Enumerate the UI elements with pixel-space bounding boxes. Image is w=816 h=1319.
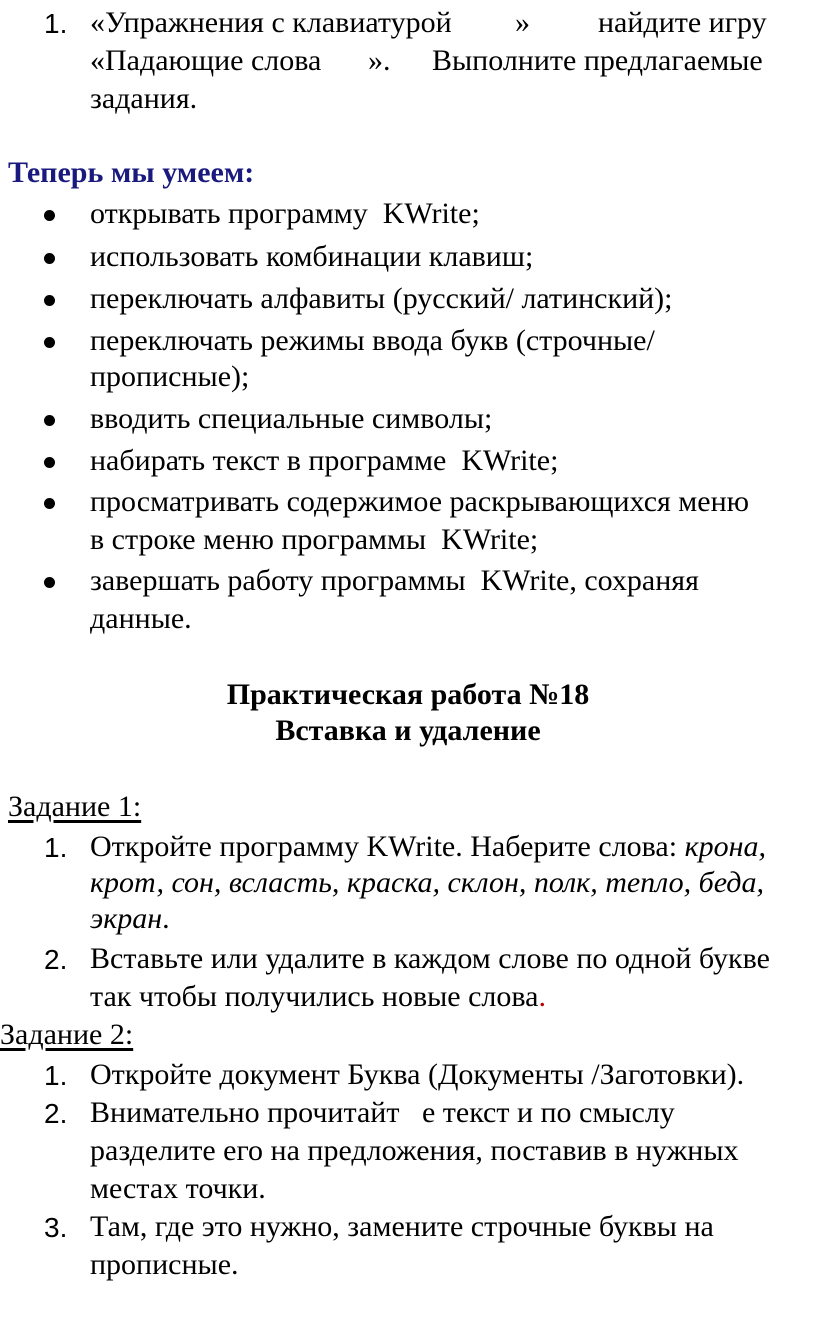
task1-word-last: экран [90, 902, 163, 935]
bullet-icon [44, 337, 55, 348]
skill-item: вводить специальные символы; [90, 402, 493, 435]
task1-item-2-text: так чтобы получились новые слова [90, 980, 539, 1013]
skill-item-continued: данные. [90, 602, 192, 635]
intro-number: 1. [44, 8, 68, 39]
task1-item-number: 1. [44, 832, 68, 863]
task2-item-3-line-2: прописные. [90, 1248, 239, 1281]
task2-item-number: 2. [44, 1098, 68, 1129]
task2-item-number: 3. [44, 1212, 68, 1243]
task1-item-1-line-3 [90, 904, 170, 934]
skill-item: использовать комбинации клавиш; [90, 240, 534, 273]
task1-item-1-line-2: крот, сон, всласть, краска, склон, полк, тепло, беда, [90, 866, 764, 899]
task2-item-2-line-2: разделите его на предложения, поставив в нужных [90, 1134, 739, 1167]
bullet-icon [44, 295, 55, 306]
skill-item-continued: в строке меню программы KWrite; [90, 523, 539, 556]
skill-item: переключать алфавиты (русский/ латинский); [90, 282, 673, 315]
skill-item: открывать программу KWrite; [90, 197, 480, 230]
bullet-icon [44, 457, 55, 468]
task1-item-1-text: Откройте программу KWrite. Наберите слова: [90, 830, 685, 863]
task1-red-period: . [538, 980, 546, 1013]
bullet-icon [44, 498, 55, 509]
intro-line-2c: Выполните предлагаемые [432, 44, 763, 77]
intro-line-1b: » [515, 6, 530, 39]
task1-item-2-line-2 [90, 982, 546, 1012]
intro-line-2b: ». [368, 44, 391, 77]
task1-item-number: 2. [44, 944, 68, 975]
task1-period: . [162, 902, 170, 935]
bullet-icon [44, 577, 55, 588]
task1-item-2-line-1: Вставьте или удалите в каждом слове по одной букве [90, 942, 770, 975]
task2-item-1-line-1: Откройте документ Буква (Документы /Заготовки). [90, 1058, 745, 1091]
task2-label: Задание 2: [0, 1018, 134, 1051]
practical-title: Практическая работа №18 [226, 678, 590, 711]
task1-item-1-line-1 [90, 832, 766, 862]
task2-item-number: 1. [44, 1060, 68, 1091]
task2-item-3-line-1: Там, где это нужно, замените строчные буквы на [90, 1210, 714, 1243]
practical-subtitle: Вставка и удаление [275, 714, 541, 747]
intro-line-2a: «Падающие слова [90, 44, 322, 77]
skill-item-continued: прописные); [90, 360, 250, 393]
bullet-icon [44, 210, 55, 221]
task2-item-2-line-3: местах точки. [90, 1172, 266, 1205]
intro-line-1c: найдите игру [598, 6, 767, 39]
intro-line-3: задания. [90, 82, 198, 115]
skills-heading: Теперь мы умеем: [8, 156, 255, 189]
skill-item: завершать работу программы KWrite, сохраняя [90, 564, 699, 597]
task1-word-list: крона, [684, 830, 767, 863]
bullet-icon [44, 415, 55, 426]
intro-line-1a: «Упражнения с клавиатурой [90, 6, 452, 39]
task1-label: Задание 1: [8, 790, 142, 823]
task2-item-2-line-1: Внимательно прочитайт е текст и по смыслу [90, 1096, 675, 1129]
bullet-icon [44, 253, 55, 264]
skill-item: переключать режимы ввода букв (строчные/ [90, 324, 655, 357]
skill-item: набирать текст в программе KWrite; [90, 444, 559, 477]
skill-item: просматривать содержимое раскрывающихся меню [90, 485, 750, 518]
